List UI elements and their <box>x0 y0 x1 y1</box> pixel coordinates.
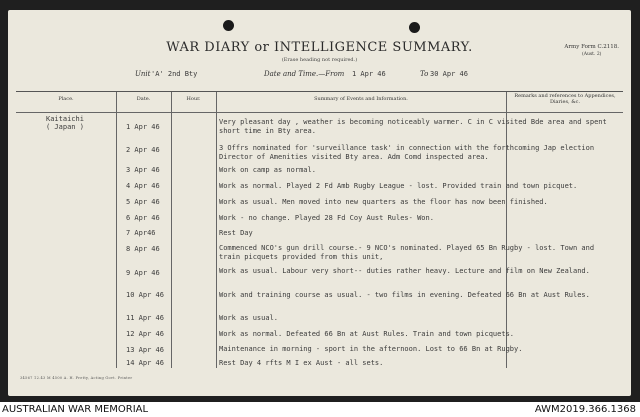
date-time-label: Date and Time.—From <box>264 70 345 78</box>
summary-cell: 3 Offrs nominated for 'surveillance task' in connection with the forthcoming Jap election Director of Amenities visited Bty area. Adm Comd inspected area. <box>219 144 595 161</box>
date-cell: 13 Apr 46 <box>126 346 164 354</box>
summary-cell: Work as usual. <box>219 314 279 322</box>
accession-number: AWM2019.366.1368 <box>534 404 636 415</box>
date-cell: 1 Apr 46 <box>126 123 160 131</box>
printer-footer: 34567 12.43 M 4500 A. H. Pretty, Acting Govt. Printer <box>20 376 133 380</box>
punch-hole-left <box>223 20 234 31</box>
form-id-note: (Aust. 2) <box>581 52 602 57</box>
to-date-value: 30 Apr 46 <box>430 70 468 78</box>
header-date: Date. <box>136 96 151 102</box>
diary-table <box>16 91 623 368</box>
summary-cell: Rest Day 4 rfts M I ex Aust - all sets. <box>219 359 384 367</box>
unit-value: 'A' 2nd Bty <box>151 70 198 78</box>
summary-cell: Work as usual. Labour very short-- duties rather heavy. Lecture and film on New Zealand. <box>219 267 590 275</box>
date-cell: 12 Apr 46 <box>126 330 164 338</box>
date-cell: 3 Apr 46 <box>126 166 160 174</box>
date-cell: 14 Apr 46 <box>126 359 164 367</box>
summary-cell: Work and training course as usual. - two films in evening. Defeated 66 Bn at Aust Rules. <box>219 291 590 299</box>
unit-label: Unit <box>135 70 151 78</box>
punch-hole-right <box>409 22 420 33</box>
date-cell: 10 Apr 46 <box>126 291 164 299</box>
date-cell: 9 Apr 46 <box>126 269 160 277</box>
unit-line <box>8 70 631 82</box>
summary-cell: Maintenance in morning - sport in the afternoon. Lost to 66 Bn at Rugby. <box>219 345 523 353</box>
summary-cell: Work as normal. Played 2 Fd Amb Rugby League - lost. Provided train and town picquet. <box>219 182 578 190</box>
summary-cell: Work as normal. Defeated 66 Bn at Aust Rules. Train and town picquets. <box>219 330 515 338</box>
document-subtitle: (Erase heading not required.) <box>281 57 358 63</box>
date-cell: 11 Apr 46 <box>126 314 164 322</box>
summary-cell: Rest Day <box>219 229 253 237</box>
summary-cell: Work on camp as normal. <box>219 166 316 174</box>
column-divider <box>216 92 217 368</box>
header-place: Place. <box>58 96 74 102</box>
place-note: ( Japan ) <box>46 123 84 131</box>
date-cell: 8 Apr 46 <box>126 245 160 253</box>
header-remarks: Remarks and references to Appendices, Diaries, &c. <box>514 93 616 105</box>
header-divider <box>16 112 623 113</box>
summary-cell: Commenced NCO's gun drill course.- 9 NCO's nominated. Played 65 Bn Rugby - lost. Town and train picquets provided from this unit, <box>219 244 595 261</box>
institution-caption: AUSTRALIAN WAR MEMORIAL <box>2 404 149 415</box>
date-cell: 4 Apr 46 <box>126 182 160 190</box>
place-cell: Kaitaichi <box>46 115 84 123</box>
date-cell: 5 Apr 46 <box>126 198 160 206</box>
from-date-value: 1 Apr 46 <box>352 70 386 78</box>
war-diary-sheet <box>8 10 631 396</box>
summary-cell: Work as usual. Men moved into new quarters as the floor has now been finished. <box>219 198 548 206</box>
to-label: To <box>420 70 429 78</box>
document-title: WAR DIARY or INTELLIGENCE SUMMARY. <box>166 40 473 55</box>
date-cell: 7 Apr46 <box>126 229 156 237</box>
column-divider <box>116 92 117 368</box>
date-cell: 2 Apr 46 <box>126 146 160 154</box>
form-identifier <box>564 44 619 58</box>
column-divider <box>171 92 172 368</box>
summary-cell: Very pleasant day , weather is becoming noticeably warmer. C in C visited Bde area and spent short time in Bty area. <box>219 118 607 135</box>
date-cell: 6 Apr 46 <box>126 214 160 222</box>
form-id-text: Army Form C.2118. <box>564 44 619 50</box>
header-hour: Hour. <box>186 96 201 102</box>
summary-cell: Work - no change. Played 28 Fd Coy Aust Rules- Won. <box>219 214 434 222</box>
header-summary: Summary of Events and Information. <box>314 96 408 102</box>
